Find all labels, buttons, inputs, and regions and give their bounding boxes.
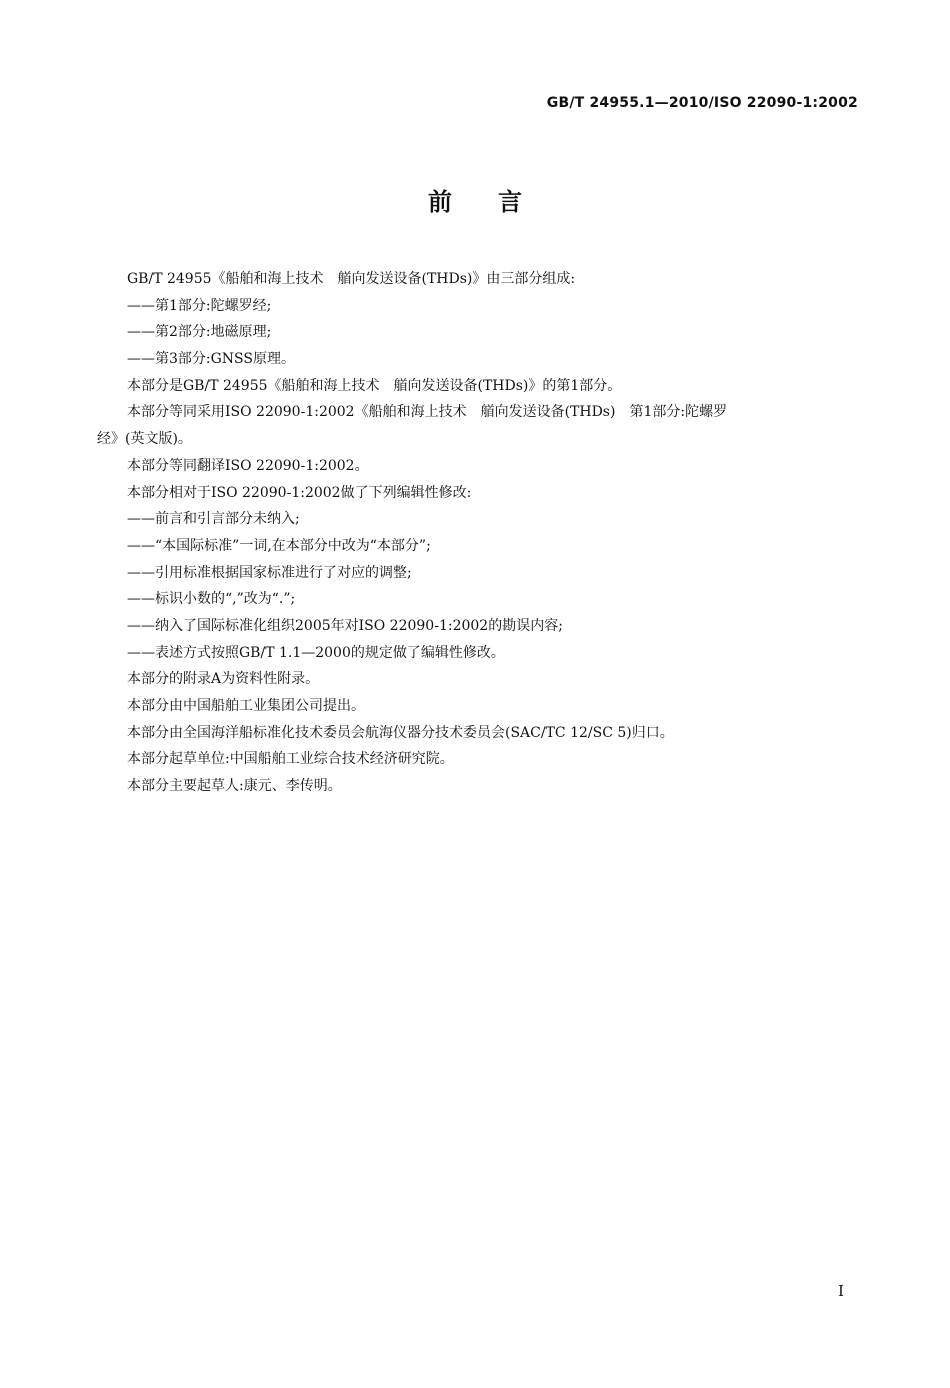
list-item: ——引用标准根据国家标准进行了对应的调整; <box>127 564 412 581</box>
paragraph: 本部分由全国海洋船标准化技术委员会航海仪器分技术委员会(SAC/TC 12/SC 5)归口。 <box>127 724 674 741</box>
list-item: ——第2部分:地磁原理; <box>127 324 272 341</box>
paragraph: 本部分主要起草人:康元、李传明。 <box>127 778 342 795</box>
list-item: ——“本国际标准”一词,在本部分中改为“本部分”; <box>127 537 431 554</box>
paragraph: 本部分是GB/T 24955《船舶和海上技术 艏向发送设备(THDs)》的第1部分。 <box>127 377 622 394</box>
list-item: ——第1部分:陀螺罗经; <box>127 297 272 314</box>
paragraph: 本部分相对于ISO 22090-1:2002做了下列编辑性修改: <box>127 484 472 501</box>
page-title: 前言 <box>428 188 568 216</box>
paragraph: 本部分起草单位:中国船舶工业综合技术经济研究院。 <box>127 751 454 768</box>
paragraph: 本部分由中国船舶工业集团公司提出。 <box>127 698 365 714</box>
paragraph: 本部分等同采用ISO 22090-1:2002《船舶和海上技术 艏向发送设备(THDs) 第1部分:陀螺罗 <box>127 404 728 421</box>
paragraph-continuation: 经》(英文版)。 <box>97 431 192 448</box>
foreword-body <box>97 266 877 800</box>
paragraph: 本部分的附录A为资料性附录。 <box>127 671 320 688</box>
list-item: ——纳入了国际标准化组织2005年对ISO 22090-1:2002的勘误内容; <box>127 617 563 634</box>
list-item: ——前言和引言部分未纳入; <box>127 511 300 528</box>
paragraph: 本部分等同翻译ISO 22090-1:2002。 <box>127 457 369 474</box>
list-item: ——第3部分:GNSS原理。 <box>127 351 295 368</box>
list-item: ——标识小数的“,”改为“.”; <box>127 591 296 608</box>
page-number: I <box>838 1282 844 1300</box>
paragraph: GB/T 24955《船舶和海上技术 艏向发送设备(THDs)》由三部分组成: <box>127 271 576 287</box>
list-item: ——表述方式按照GB/T 1.1—2000的规定做了编辑性修改。 <box>127 644 505 661</box>
standard-number: GB/T 24955.1—2010/ISO 22090-1:2002 <box>546 95 858 111</box>
